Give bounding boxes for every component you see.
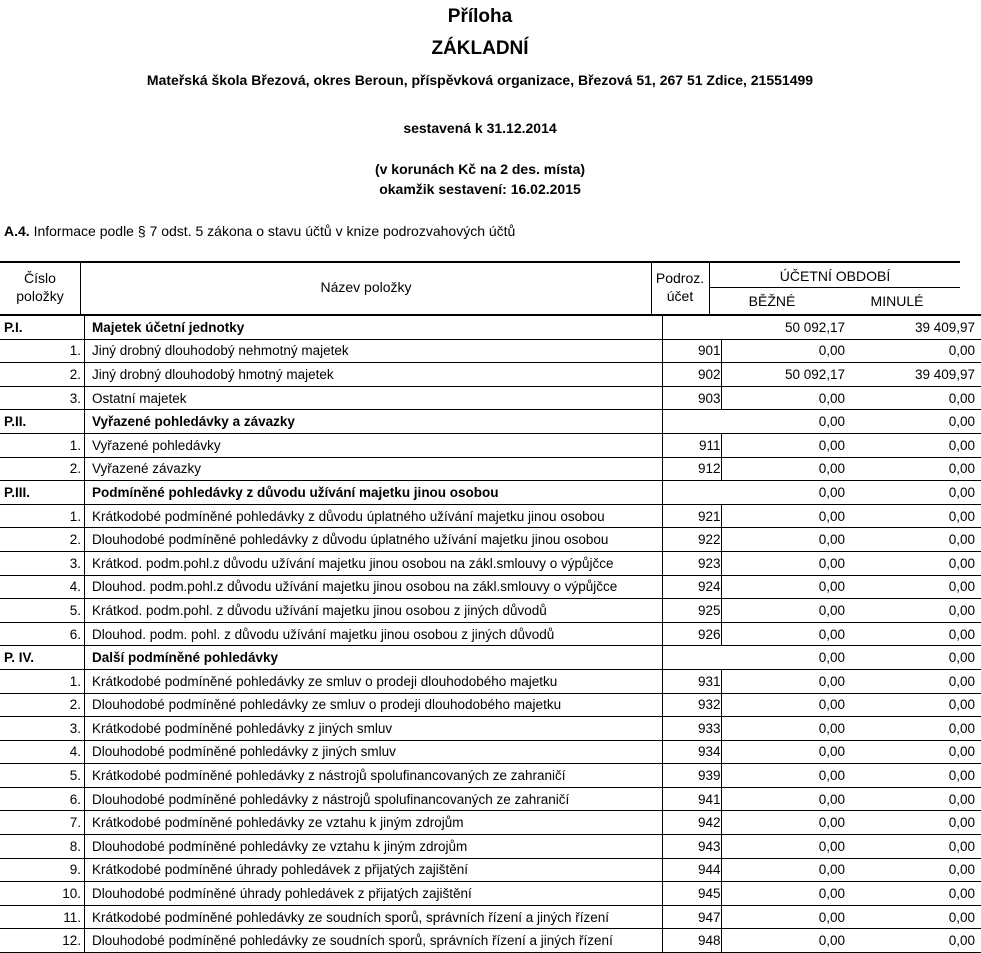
item-number: 2. bbox=[0, 528, 85, 552]
item-name: Krátkodobé podmíněné pohledávky z nástrojů spolufinancovaných ze zahraničí bbox=[85, 764, 663, 788]
table-row bbox=[0, 457, 981, 481]
item-current-value: 50 092,17 bbox=[721, 363, 847, 387]
item-account bbox=[663, 481, 722, 505]
item-account: 944 bbox=[663, 858, 722, 882]
compiled-date: sestavená k 31.12.2014 bbox=[403, 120, 557, 136]
item-account: 945 bbox=[663, 882, 722, 906]
column-current: BĚŽNÉ bbox=[748, 293, 796, 309]
item-previous-value: 0,00 bbox=[847, 929, 981, 953]
table-row bbox=[0, 551, 981, 575]
table-row bbox=[0, 835, 981, 859]
item-name: Dlouhodobé podmíněné pohledávky ze smluv o prodeji dlouhodobého majetku bbox=[85, 693, 663, 717]
table-row bbox=[0, 599, 981, 623]
item-account: 943 bbox=[663, 835, 722, 859]
group-row bbox=[0, 410, 981, 434]
item-number: 3. bbox=[0, 717, 85, 741]
item-previous-value: 0,00 bbox=[847, 433, 981, 457]
item-current-value: 0,00 bbox=[721, 811, 847, 835]
item-number: 8. bbox=[0, 835, 85, 859]
item-number: P.II. bbox=[0, 410, 85, 434]
item-number: 12. bbox=[0, 929, 85, 953]
item-account: 934 bbox=[663, 740, 722, 764]
item-number: 10. bbox=[0, 882, 85, 906]
item-previous-value: 0,00 bbox=[847, 811, 981, 835]
item-name: Dlouhod. podm. pohl. z důvodu užívání majetku jinou osobou z jiných důvodů bbox=[85, 622, 663, 646]
item-number: 5. bbox=[0, 599, 85, 623]
item-previous-value: 0,00 bbox=[847, 481, 981, 505]
table-row bbox=[0, 339, 981, 363]
compilation-moment: okamžik sestavení: 16.02.2015 bbox=[379, 181, 581, 197]
item-current-value: 0,00 bbox=[721, 646, 847, 670]
header-top-border bbox=[0, 261, 960, 263]
table-row bbox=[0, 717, 981, 741]
item-name: Krátkodobé podmíněné pohledávky ze vztahu k jiným zdrojům bbox=[85, 811, 663, 835]
item-name: Krátkodobé podmíněné pohledávky ze soudních sporů, správních řízení a jiných řízení bbox=[85, 905, 663, 929]
item-previous-value: 0,00 bbox=[847, 858, 981, 882]
item-number: 7. bbox=[0, 811, 85, 835]
item-current-value: 0,00 bbox=[721, 481, 847, 505]
item-number: 4. bbox=[0, 575, 85, 599]
column-name: Název položky bbox=[320, 279, 412, 295]
item-account: 926 bbox=[663, 622, 722, 646]
item-account: 902 bbox=[663, 363, 722, 387]
table-row bbox=[0, 740, 981, 764]
column-previous: MINULÉ bbox=[870, 293, 924, 309]
item-account: 911 bbox=[663, 433, 722, 457]
item-number: 3. bbox=[0, 386, 85, 410]
item-current-value: 0,00 bbox=[721, 528, 847, 552]
item-account: 923 bbox=[663, 551, 722, 575]
item-name: Krátkod. podm.pohl.z důvodu užívání majetku jinou osobou na zákl.smlouvy o výpůjčce bbox=[85, 551, 663, 575]
item-account: 932 bbox=[663, 693, 722, 717]
section-text-before: Informace podle bbox=[33, 223, 134, 239]
item-name: Dlouhodobé podmíněné pohledávky z jiných smluv bbox=[85, 740, 663, 764]
item-number: 2. bbox=[0, 457, 85, 481]
section-text-after: 7 odst. 5 zákona o stavu účtů v knize podrozvahových účtů bbox=[149, 223, 516, 239]
item-account: 924 bbox=[663, 575, 722, 599]
item-account: 948 bbox=[663, 929, 722, 953]
item-name: Krátkodobé podmíněné pohledávky ze smluv o prodeji dlouhodobého majetku bbox=[85, 669, 663, 693]
item-number: 6. bbox=[0, 787, 85, 811]
organization-line: Mateřská škola Březová, okres Beroun, příspěvková organizace, Březová 51, 267 51 Zdice, 21551499 bbox=[146, 72, 814, 88]
item-previous-value: 0,00 bbox=[847, 622, 981, 646]
table-row bbox=[0, 929, 981, 953]
item-previous-value: 0,00 bbox=[847, 717, 981, 741]
item-name: Dlouhod. podm.pohl.z důvodu užívání majetku jinou osobou na zákl.smlouvy o výpůjčce bbox=[85, 575, 663, 599]
item-name: Dlouhodobé podmíněné pohledávky ze soudních sporů, správních řízení a jiných řízení bbox=[85, 929, 663, 953]
item-current-value: 0,00 bbox=[721, 504, 847, 528]
item-previous-value: 0,00 bbox=[847, 905, 981, 929]
item-account bbox=[663, 646, 722, 670]
table-row bbox=[0, 693, 981, 717]
item-name: Ostatní majetek bbox=[85, 386, 663, 410]
item-name: Dlouhodobé podmíněné pohledávky z nástrojů spolufinancovaných ze zahraničí bbox=[85, 787, 663, 811]
item-number: 2. bbox=[0, 693, 85, 717]
item-current-value: 0,00 bbox=[721, 693, 847, 717]
table-row bbox=[0, 858, 981, 882]
item-account: 922 bbox=[663, 528, 722, 552]
item-previous-value: 0,00 bbox=[847, 575, 981, 599]
table-row bbox=[0, 811, 981, 835]
item-account: 947 bbox=[663, 905, 722, 929]
item-name: Krátkodobé podmíněné pohledávky z důvodu úplatného užívání majetku jinou osobou bbox=[85, 504, 663, 528]
item-previous-value: 0,00 bbox=[847, 764, 981, 788]
document-subtitle: ZÁKLADNÍ bbox=[431, 38, 529, 59]
item-previous-value: 0,00 bbox=[847, 504, 981, 528]
item-name: Vyřazené pohledávky a závazky bbox=[85, 410, 663, 434]
item-previous-value: 0,00 bbox=[847, 646, 981, 670]
item-previous-value: 0,00 bbox=[847, 740, 981, 764]
column-account-line1: Podroz. bbox=[655, 270, 705, 286]
table-row bbox=[0, 905, 981, 929]
item-current-value: 0,00 bbox=[721, 575, 847, 599]
item-name: Krátkodobé podmíněné úhrady pohledávek z přijatých zajištění bbox=[85, 858, 663, 882]
item-number: 1. bbox=[0, 669, 85, 693]
table-row bbox=[0, 504, 981, 528]
column-period: ÚČETNÍ OBDOBÍ bbox=[779, 268, 891, 284]
column-account-line2: účet bbox=[666, 288, 694, 304]
item-name: Jiný drobný dlouhodobý hmotný majetek bbox=[85, 363, 663, 387]
group-row bbox=[0, 481, 981, 505]
item-account bbox=[663, 315, 722, 339]
column-number-line1: Číslo bbox=[24, 270, 56, 286]
item-account: 933 bbox=[663, 717, 722, 741]
table-row bbox=[0, 669, 981, 693]
item-current-value: 0,00 bbox=[721, 858, 847, 882]
item-account: 925 bbox=[663, 599, 722, 623]
item-previous-value: 0,00 bbox=[847, 410, 981, 434]
item-number: 9. bbox=[0, 858, 85, 882]
item-current-value: 0,00 bbox=[721, 339, 847, 363]
section-code: A.4. bbox=[4, 223, 30, 239]
table-row bbox=[0, 528, 981, 552]
column-number-line2: položky bbox=[16, 288, 64, 304]
table-row bbox=[0, 575, 981, 599]
group-row bbox=[0, 646, 981, 670]
item-name: Dlouhodobé podmíněné pohledávky ze vztahu k jiným zdrojům bbox=[85, 835, 663, 859]
item-previous-value: 0,00 bbox=[847, 787, 981, 811]
item-account: 939 bbox=[663, 764, 722, 788]
item-account: 912 bbox=[663, 457, 722, 481]
table-row bbox=[0, 386, 981, 410]
item-number: 1. bbox=[0, 433, 85, 457]
item-current-value: 0,00 bbox=[721, 386, 847, 410]
item-previous-value: 0,00 bbox=[847, 339, 981, 363]
item-previous-value: 0,00 bbox=[847, 835, 981, 859]
item-number: 1. bbox=[0, 504, 85, 528]
item-current-value: 0,00 bbox=[721, 622, 847, 646]
item-account: 901 bbox=[663, 339, 722, 363]
item-current-value: 50 092,17 bbox=[721, 315, 847, 339]
item-number: 3. bbox=[0, 551, 85, 575]
item-previous-value: 0,00 bbox=[847, 386, 981, 410]
item-number: 11. bbox=[0, 905, 85, 929]
item-account: 903 bbox=[663, 386, 722, 410]
item-name: Dlouhodobé podmíněné pohledávky z důvodu úplatného užívání majetku jinou osobou bbox=[85, 528, 663, 552]
item-previous-value: 0,00 bbox=[847, 599, 981, 623]
item-account: 942 bbox=[663, 811, 722, 835]
item-previous-value: 0,00 bbox=[847, 551, 981, 575]
item-account: 931 bbox=[663, 669, 722, 693]
item-name: Vyřazené pohledávky bbox=[85, 433, 663, 457]
item-name: Podmíněné pohledávky z důvodu užívání majetku jinou osobou bbox=[85, 481, 663, 505]
section-heading bbox=[4, 223, 515, 239]
item-name: Dlouhodobé podmíněné úhrady pohledávek z přijatých zajištění bbox=[85, 882, 663, 906]
item-previous-value: 0,00 bbox=[847, 528, 981, 552]
item-previous-value: 39 409,97 bbox=[847, 315, 981, 339]
item-current-value: 0,00 bbox=[721, 787, 847, 811]
item-current-value: 0,00 bbox=[721, 599, 847, 623]
item-current-value: 0,00 bbox=[721, 433, 847, 457]
item-current-value: 0,00 bbox=[721, 551, 847, 575]
item-current-value: 0,00 bbox=[721, 929, 847, 953]
item-current-value: 0,00 bbox=[721, 764, 847, 788]
item-number: 6. bbox=[0, 622, 85, 646]
item-name: Další podmíněné pohledávky bbox=[85, 646, 663, 670]
item-name: Jiný drobný dlouhodobý nehmotný majetek bbox=[85, 339, 663, 363]
paragraph-sign: § bbox=[137, 223, 146, 239]
item-previous-value: 0,00 bbox=[847, 693, 981, 717]
item-number: P.I. bbox=[0, 315, 85, 339]
item-account: 941 bbox=[663, 787, 722, 811]
item-previous-value: 0,00 bbox=[847, 457, 981, 481]
item-number: 2. bbox=[0, 363, 85, 387]
document-title: Příloha bbox=[447, 6, 513, 27]
item-name: Krátkod. podm.pohl. z důvodu užívání majetku jinou osobou z jiných důvodů bbox=[85, 599, 663, 623]
item-name: Vyřazené závazky bbox=[85, 457, 663, 481]
item-number: 4. bbox=[0, 740, 85, 764]
item-number: P. IV. bbox=[0, 646, 85, 670]
item-number: 1. bbox=[0, 339, 85, 363]
table-row bbox=[0, 764, 981, 788]
group-row bbox=[0, 315, 981, 339]
item-current-value: 0,00 bbox=[721, 457, 847, 481]
item-current-value: 0,00 bbox=[721, 717, 847, 741]
item-current-value: 0,00 bbox=[721, 740, 847, 764]
table-row bbox=[0, 622, 981, 646]
item-name: Majetek účetní jednotky bbox=[85, 315, 663, 339]
table-row bbox=[0, 363, 981, 387]
currency-note: (v korunách Kč na 2 des. místa) bbox=[374, 161, 586, 177]
item-current-value: 0,00 bbox=[721, 669, 847, 693]
item-current-value: 0,00 bbox=[721, 410, 847, 434]
item-current-value: 0,00 bbox=[721, 882, 847, 906]
item-previous-value: 0,00 bbox=[847, 882, 981, 906]
item-name: Krátkodobé podmíněné pohledávky z jiných smluv bbox=[85, 717, 663, 741]
item-previous-value: 39 409,97 bbox=[847, 363, 981, 387]
item-current-value: 0,00 bbox=[721, 835, 847, 859]
table-row bbox=[0, 882, 981, 906]
item-current-value: 0,00 bbox=[721, 905, 847, 929]
item-number: P.III. bbox=[0, 481, 85, 505]
item-number: 5. bbox=[0, 764, 85, 788]
table-row bbox=[0, 433, 981, 457]
item-previous-value: 0,00 bbox=[847, 669, 981, 693]
table-row bbox=[0, 787, 981, 811]
item-account: 921 bbox=[663, 504, 722, 528]
header-period-underline bbox=[709, 287, 960, 288]
item-account bbox=[663, 410, 722, 434]
items-table bbox=[0, 314, 981, 953]
